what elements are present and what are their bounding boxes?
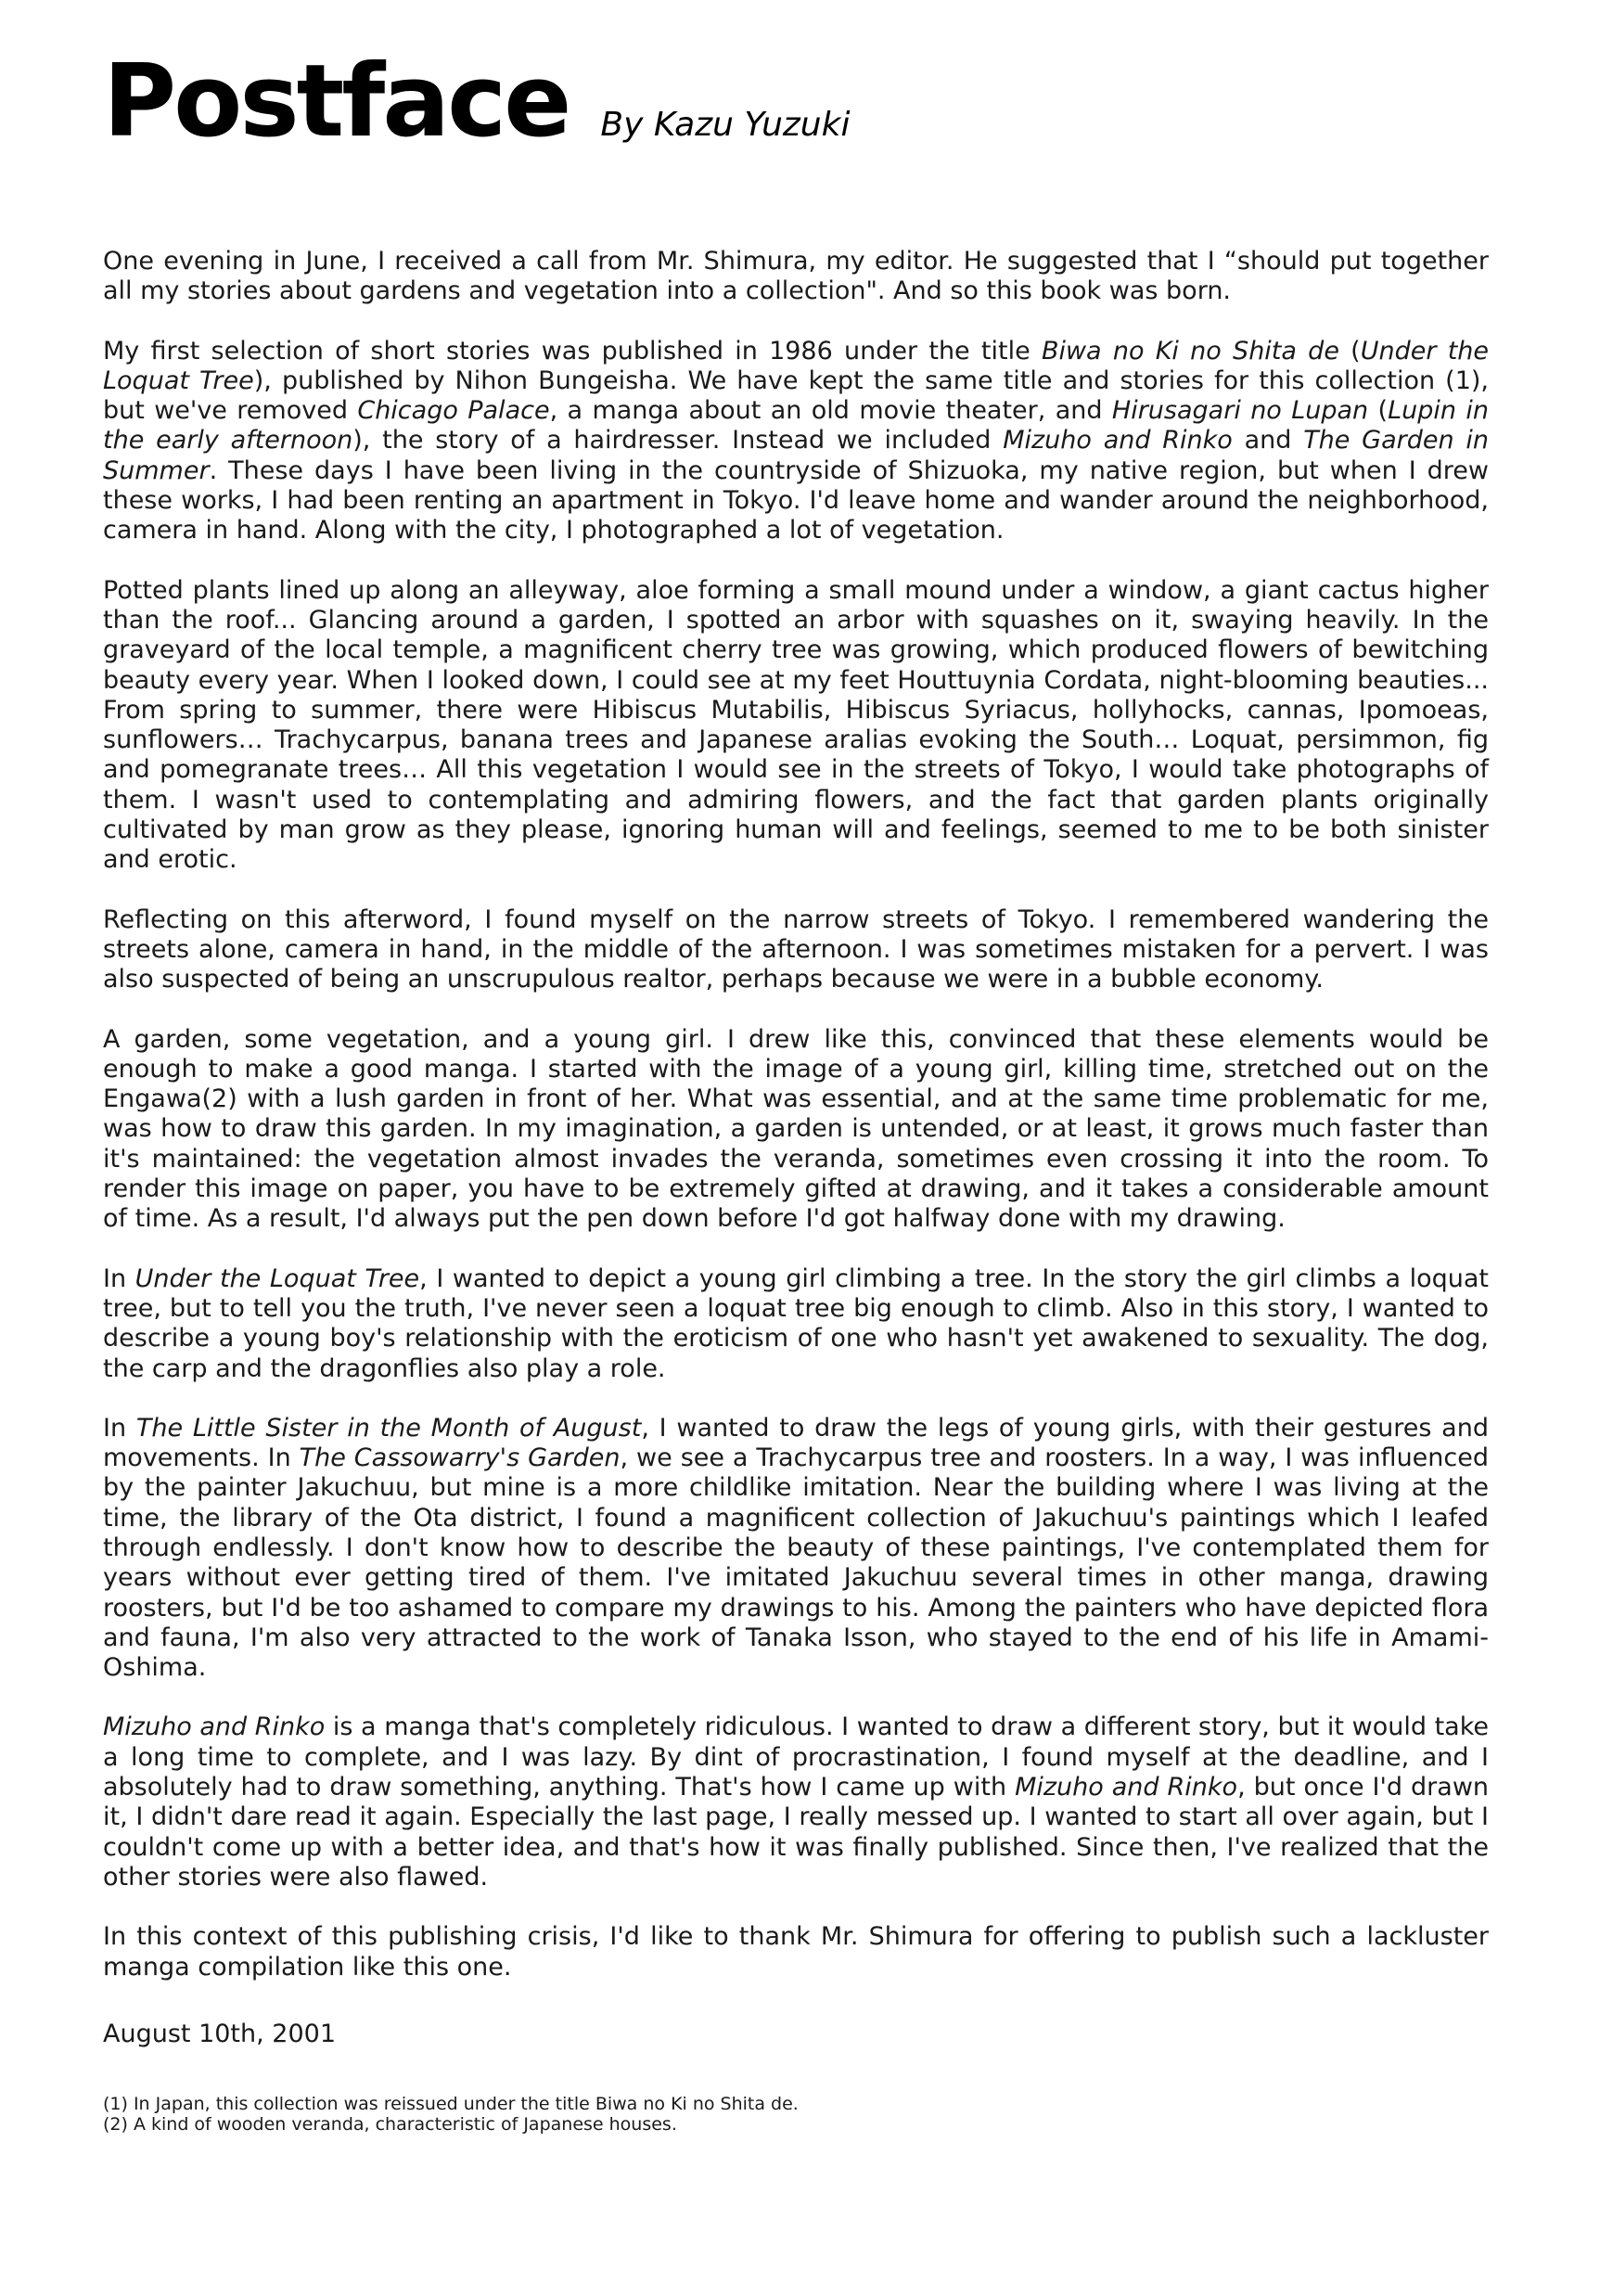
italic-title: Under the Loquat Tree — [134, 1263, 420, 1293]
text-run: Potted plants lined up along an alleyway, aloe forming a small mound under a window, a giant cactus higher than the roof... Glancing around a garden, I spotted an arbor with squashes on it, swaying heavily. In the graveyard of the local temple, a magnificent cherry tree was growing, which produced flowers of bewitching beauty every year. When I looked down, I could see at my feet Houttuynia Cordata, night-blooming beauties... From spring to summer, there were Hibiscus Mutabilis, Hibiscus Syriacus, hollyhocks, cannas, Ipomoeas, sunflowers… Trachycarpus, banana trees and Japanese aralias evoking the South… Loquat, persimmon, fig and pomegranate trees… All this vegetation I would see in the streets of Tokyo, I would take photographs of them. I wasn't used to contemplating and admiring flowers, and the fact that garden plants originally cultivated by man grow as they please, ignoring human will and feelings, seemed to me to be both sinister and erotic. — [103, 575, 1489, 875]
italic-title: The Little Sister in the Month of August — [135, 1413, 642, 1443]
text-run: In — [103, 1413, 136, 1443]
text-run: , we see a Trachycarpus tree and roosters. In a way, I was influenced by the painter Jakuchuu, but mine is a more childlike imitation. Near the building where I was living at the time, the library of the Ota district, I found a magnificent collection of Jakuchuu's paintings which I leafed through endlessly. I don't know how to describe the beauty of these paintings, I've contemplated them for years without ever getting tired of them. I've imitated Jakuchuu several times in other manga, drawing roosters, but I'd be too ashamed to compare my drawings to his. Among the painters who have depicted flora and fauna, I'm also very attracted to the work of Tanaka Isson, who stayed to the end of his life in Amami-Oshima. — [103, 1443, 1489, 1683]
text-run: Reflecting on this afterword, I found myself on the narrow streets of Tokyo. I remembered wandering the streets alone, camera in hand, in the middle of the afternoon. I was sometimes mistaken for a pervert. I was also suspected of being an unscrupulous realtor, perhaps because we were in a bubble economy. — [103, 904, 1489, 994]
text-run: , I wanted to draw the legs of young girls, with their gestures and movements. In — [103, 1413, 1489, 1473]
text-run: ), published by Nihon Bungeisha. We have kept the same title and stories for this collection (1), but we've removed — [103, 366, 1489, 426]
italic-title: Mizuho and Rinko — [1003, 426, 1233, 455]
page-header — [103, 44, 1489, 163]
footnote: (1) In Japan, this collection was reissued under the title Biwa no Ki no Shita de. — [103, 2093, 799, 2114]
postface-page — [103, 44, 1490, 2278]
author-byline: By Kazu Yuzuki — [600, 106, 851, 144]
italic-title: Biwa no Ki no Shita de — [1041, 336, 1339, 366]
italic-title: Mizuho and Rinko — [1015, 1773, 1238, 1802]
postface-body — [103, 247, 1489, 1982]
italic-title: The Cassowarry's Garden — [299, 1443, 621, 1473]
text-run: In this context of this publishing crisis, I'd like to thank Mr. Shimura for offering to publish such a lackluster manga compilation like this one. — [103, 1922, 1489, 1982]
italic-title: Lupin in the early afternoon — [103, 396, 1489, 455]
date-line: August 10th, 2001 — [103, 2019, 337, 2048]
body-paragraph — [103, 1264, 1489, 1384]
body-paragraph — [103, 337, 1489, 546]
body-paragraph — [103, 1922, 1489, 1982]
body-paragraph — [103, 1712, 1489, 1892]
footnote: (2) A kind of wooden veranda, characteristic of Japanese houses. — [103, 2113, 677, 2135]
text-run: and — [1232, 426, 1304, 455]
text-run: , I wanted to depict a young girl climbing a tree. In the story the girl climbs a loquat tree, but to tell you the truth, I've never seen a loquat tree big enough to climb. Also in this story, I wanted to describe a young boy's relationship with the eroticism of one who hasn't yet awakened to sexuality. The dog, the carp and the dragonflies also play a role. — [103, 1263, 1489, 1383]
text-run: My first selection of short stories was published in 1986 under the title — [103, 336, 1042, 366]
text-run: ( — [1368, 396, 1389, 426]
body-paragraph — [103, 905, 1489, 995]
italic-title: Hirusagari no Lupan — [1111, 396, 1369, 426]
italic-title: The Garden in Summer — [103, 426, 1490, 485]
body-paragraph — [103, 1414, 1489, 1684]
text-run: ), the story of a hairdresser. Instead we included — [352, 426, 1004, 455]
body-paragraph — [103, 1025, 1489, 1235]
body-paragraph — [103, 576, 1489, 876]
footnotes — [103, 2094, 1489, 2135]
text-run: , a manga about an old movie theater, and — [549, 396, 1112, 426]
text-run: One evening in June, I received a call from Mr. Shimura, my editor. He suggested that I “should put together all my stories about gardens and vegetation into a collection". And so this book was born. — [103, 247, 1489, 306]
text-run: . These days I have been living in the countryside of Shizuoka, my native region, but when I drew these works, I had been renting an apartment in Tokyo. I'd leave home and wander around the neighborhood, camera in hand. Along with the city, I photographed a lot of vegetation. — [103, 455, 1489, 545]
text-run: ( — [1338, 336, 1361, 366]
text-run: is a manga that's completely ridiculous. I wanted to draw a different story, but it would take a long time to complete, and I was lazy. By dint of procrastination, I found myself at the deadline, and I absolutely had to draw something, anything. That's how I came up with — [103, 1712, 1489, 1802]
text-run: , but once I'd drawn it, I didn't dare read it again. Especially the last page, I really messed up. I wanted to start all over again, but I couldn't come up with a better idea, and that's how it was finally published. Since then, I've realized that the other stories were also flawed. — [103, 1773, 1490, 1892]
page-title: Postface — [103, 44, 570, 160]
italic-title: Mizuho and Rinko — [103, 1712, 326, 1742]
body-paragraph — [103, 247, 1489, 307]
italic-title: Under the Loquat Tree — [103, 336, 1489, 395]
text-run: In — [103, 1263, 135, 1293]
text-run: A garden, some vegetation, and a young girl. I drew like this, convinced that these elements would be enough to make a good manga. I started with the image of a young girl, killing time, stretched out on the Engawa(2) with a lush garden in front of her. What was essential, and at the same time problematic for me, was how to draw this garden. In my imagination, a garden is untended, or at least, it grows much faster than it's maintained: the vegetation almost invades the veranda, sometimes even crossing it into the room. To render this image on paper, you have to be extremely gifted at drawing, and it takes a considerable amount of time. As a result, I'd always put the pen down before I'd got halfway done with my drawing. — [103, 1024, 1489, 1234]
italic-title: Chicago Palace — [357, 396, 550, 426]
